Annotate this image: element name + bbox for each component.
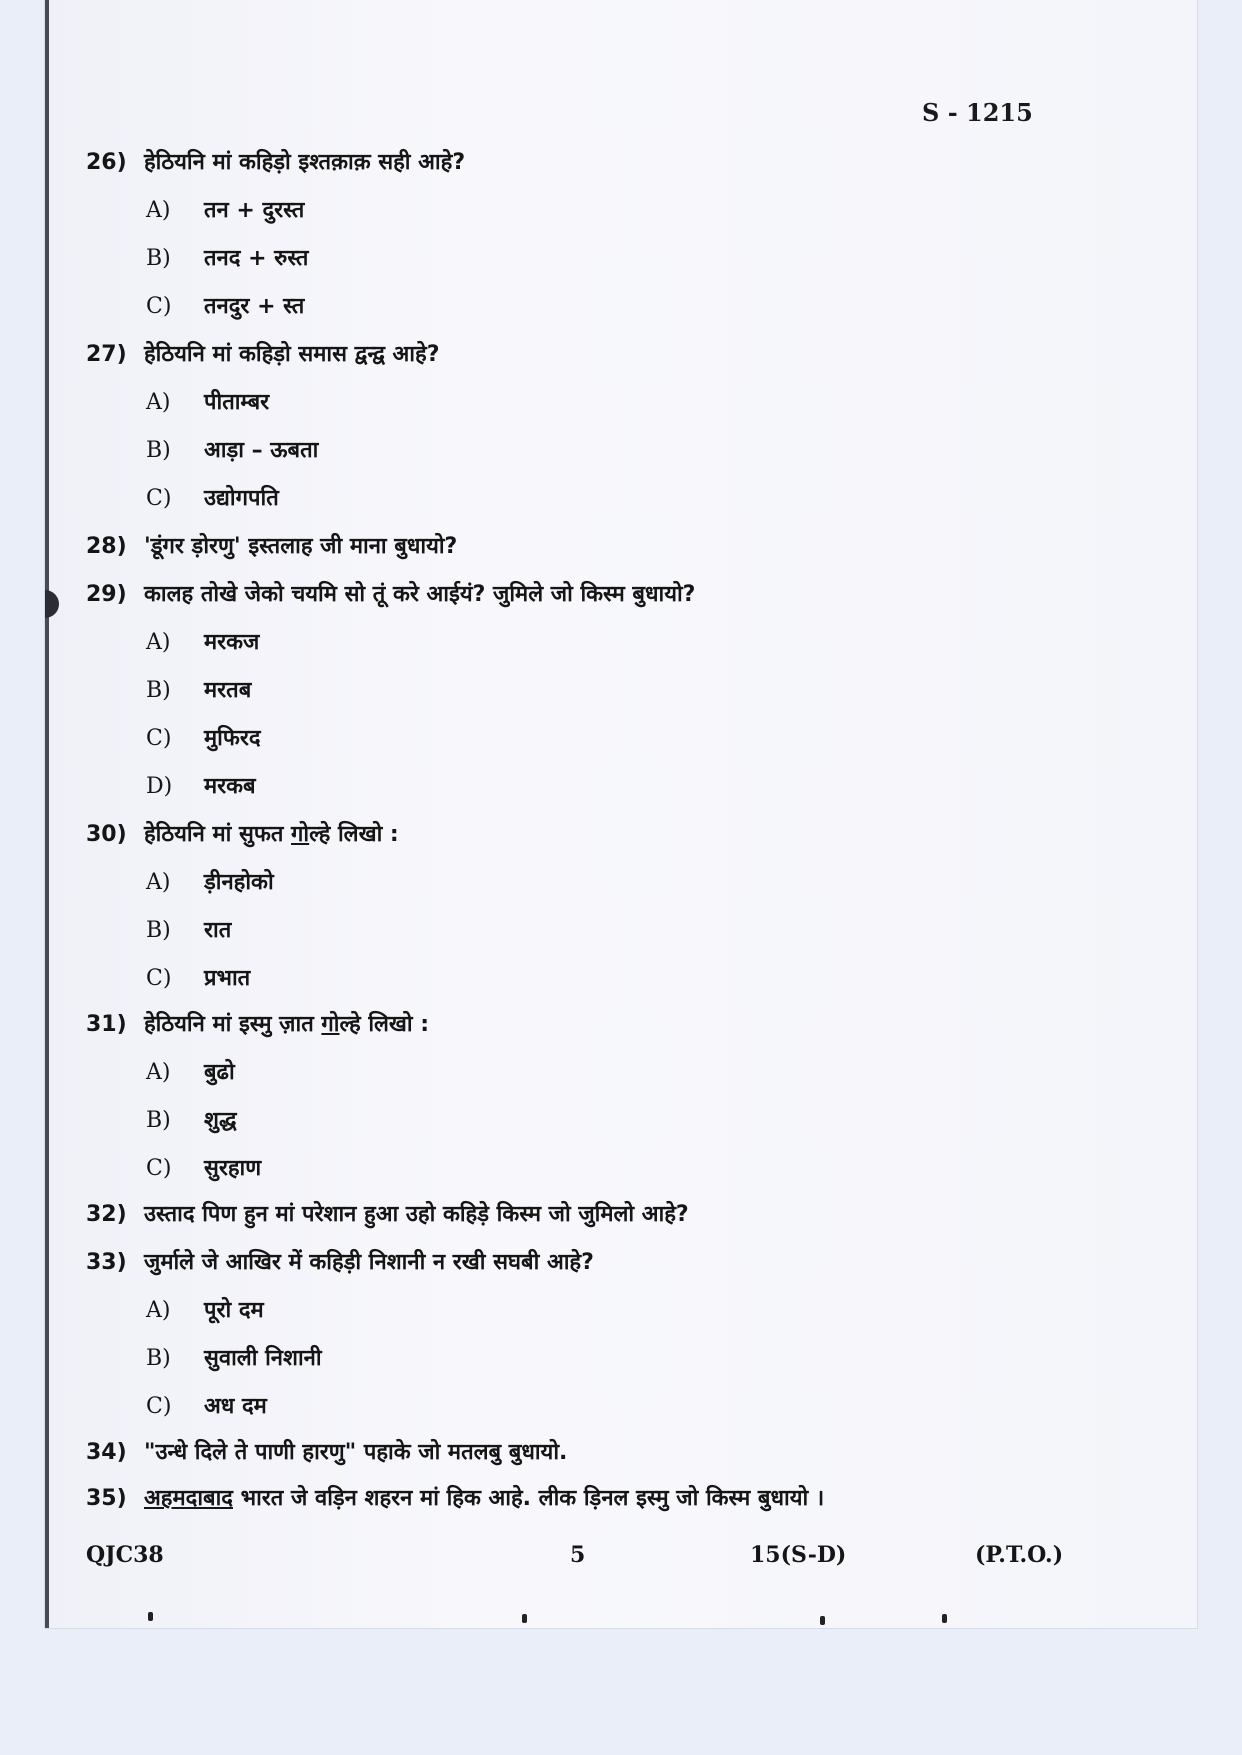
option <box>146 482 279 512</box>
option-letter: B) <box>146 918 171 943</box>
option-text: शुद्ध <box>204 1108 237 1133</box>
option-text: मरकब <box>204 774 256 799</box>
option <box>146 674 251 704</box>
option <box>146 1104 237 1134</box>
scan-mark <box>942 1614 947 1623</box>
option-letter: A) <box>146 1060 171 1085</box>
option-letter: C) <box>146 1394 172 1419</box>
underlined-text: गो <box>321 1012 340 1037</box>
question-text: हेठियनि मां कहिड़ो समास द्वन्द्व आहे? <box>144 342 440 367</box>
option-text: उद्योगपति <box>204 486 279 511</box>
option-text: सुरहाण <box>204 1156 262 1181</box>
question-26 <box>86 146 465 176</box>
question-number: 26) <box>86 150 127 175</box>
option <box>146 914 231 944</box>
question-text-part: ल्हे लिखो : <box>309 822 399 847</box>
option-letter: A) <box>146 870 171 895</box>
option-text: प्रभात <box>204 966 251 991</box>
question-number: 28) <box>86 534 127 559</box>
option <box>146 626 259 656</box>
paper-code: S - 1215 <box>922 98 1033 127</box>
question-34 <box>86 1436 567 1466</box>
question-29 <box>86 578 695 608</box>
option <box>146 290 304 320</box>
question-number: 33) <box>86 1250 127 1275</box>
scan-mark <box>148 1612 153 1621</box>
option-text: मुफिरद <box>204 726 261 751</box>
option-letter: A) <box>146 198 171 223</box>
scan-mark <box>522 1614 527 1623</box>
page-edge <box>45 0 49 1628</box>
question-text: कालह तोखे जेको चयमि सो तूं करे आईयं? जुमिले जो किस्म बुधायो? <box>144 582 696 607</box>
question-text-part: भारत जे वड़िन शहरन मां हिक आहे. लीक ड़िनल इस्मु जो किस्म बुधायो । <box>232 1486 825 1511</box>
pto-label: (P.T.O.) <box>975 1542 1064 1568</box>
option <box>146 434 318 464</box>
option-text: तनदुर + स्त <box>204 294 305 319</box>
option <box>146 1056 235 1086</box>
question-28 <box>86 530 457 560</box>
page-number: 5 <box>570 1542 586 1568</box>
underlined-text: गो <box>291 822 310 847</box>
question-27 <box>86 338 439 368</box>
option-letter: A) <box>146 390 171 415</box>
option-text: ड़ीनहोको <box>204 870 274 895</box>
footer-code: QJC38 <box>86 1542 164 1568</box>
option-text: पीताम्बर <box>204 390 270 415</box>
option <box>146 1152 261 1182</box>
option-text: पूरो दम <box>204 1298 264 1323</box>
scan-mark <box>820 1616 825 1625</box>
option-letter: C) <box>146 726 172 751</box>
option-text: मरकज <box>204 630 260 655</box>
question-text: जुर्माले जे आखिर में कहिड़ी निशानी न रखी सघबी आहे? <box>144 1250 594 1275</box>
option <box>146 242 308 272</box>
question-text <box>144 822 399 847</box>
question-text: "उन्धे दिले ते पाणी हारणु" पहाके जो मतलबु बुधायो. <box>144 1440 568 1465</box>
option-text: रात <box>204 918 232 943</box>
question-text <box>144 1486 824 1511</box>
option-letter: C) <box>146 294 172 319</box>
option-text: आड़ा – ऊबता <box>204 438 319 463</box>
option-letter: B) <box>146 678 171 703</box>
option-letter: C) <box>146 966 172 991</box>
question-text-part: हेठियनि मां इस्मु ज़ात <box>144 1012 322 1037</box>
option <box>146 1294 264 1324</box>
question-number: 34) <box>86 1440 127 1465</box>
option-letter: B) <box>146 438 171 463</box>
option <box>146 386 269 416</box>
question-number: 30) <box>86 822 127 847</box>
question-number: 35) <box>86 1486 127 1511</box>
question-text <box>144 1012 429 1037</box>
set-code: 15(S-D) <box>750 1542 847 1568</box>
option <box>146 722 261 752</box>
option-text: तनद + रुस्त <box>204 246 309 271</box>
question-text: उस्ताद पिण हुन मां परेशान हुआ उहो कहिड़े किस्म जो जुमिलो आहे? <box>144 1202 689 1227</box>
option-letter: B) <box>146 246 171 271</box>
option-letter: B) <box>146 1346 171 1371</box>
question-number: 29) <box>86 582 127 607</box>
option-letter: A) <box>146 630 171 655</box>
option-text: तन + दुरस्त <box>204 198 305 223</box>
question-32 <box>86 1198 689 1228</box>
option <box>146 770 256 800</box>
question-30 <box>86 818 399 848</box>
option-letter: B) <box>146 1108 171 1133</box>
option <box>146 866 274 896</box>
underlined-text: अहमदाबाद <box>144 1486 233 1511</box>
question-number: 32) <box>86 1202 127 1227</box>
option-letter: C) <box>146 486 172 511</box>
option-text: मरतब <box>204 678 252 703</box>
option-text: बुढो <box>204 1060 235 1085</box>
option-text: अध दम <box>204 1394 267 1419</box>
question-33 <box>86 1246 594 1276</box>
question-text-part: ल्हे लिखो : <box>339 1012 430 1037</box>
option <box>146 1342 322 1372</box>
option-letter: A) <box>146 1298 171 1323</box>
question-number: 31) <box>86 1012 127 1037</box>
question-text-part: हेठियनि मां सुफत <box>144 822 292 847</box>
option <box>146 194 304 224</box>
question-number: 27) <box>86 342 127 367</box>
option-text: सुवाली निशानी <box>204 1346 322 1371</box>
question-text: हेठियनि मां कहिड़ो इश्तक़ाक़ सही आहे? <box>144 150 466 175</box>
option-letter: D) <box>146 774 173 799</box>
option-letter: C) <box>146 1156 172 1181</box>
question-31 <box>86 1008 429 1038</box>
question-35 <box>86 1482 824 1512</box>
option <box>146 962 250 992</box>
question-text: 'डूंगर ड़ोरणु' इस्तलाह जी माना बुधायो? <box>144 534 458 559</box>
option <box>146 1390 267 1420</box>
